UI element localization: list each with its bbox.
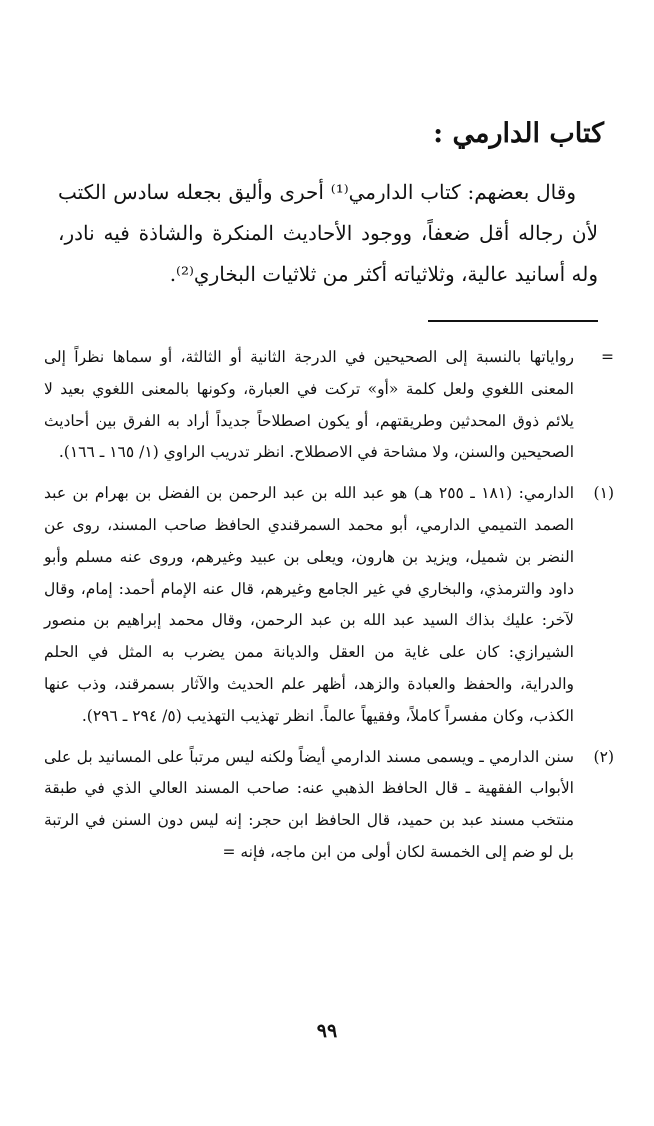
main-paragraph: وقال بعضهم: كتاب الدارمي⁽¹⁾ أحرى وأليق بجعله سادس الكتب لأن رجاله أقل ضعفاً، ووجود الأحاديث المنكرة والشاذة فيه نادر، وله أسانيد عالية، وثلاثياته أكثر من ثلاثيات البخاري⁽²⁾. (58, 180, 598, 286)
section-heading: كتاب الدارمي : (433, 118, 604, 149)
footnote-2 (44, 742, 614, 869)
footnote-divider (428, 320, 598, 322)
page-number: ٩٩ (316, 1020, 338, 1042)
footnote-text: سنن الدارمي ـ ويسمى مسند الدارمي أيضاً ولكنه ليس مرتباً على المسانيد بل على الأبواب الفقهية ـ قال الحافظ الذهبي عنه: صاحب المسند العالي الذي في طبقة منتخب مسند عبد بن حميد، قال الحافظ ابن حجر: إنه ليس دون السنن في الرتبة بل لو ضم إلى الخمسة لكان أولى من ابن ماجه، فإنه = (44, 747, 574, 861)
main-text-block (58, 172, 598, 295)
footnote-number: (٢) (593, 747, 614, 766)
footnote-text: الدارمي: (١٨١ ـ ٢٥٥ هـ) هو عبد الله بن عبد الرحمن بن الفضل بن بهرام بن عبد الصمد التميمي الدارمي، أبو محمد السمرقندي الحافظ صاحب المسند، روى عن النضر بن شميل، ويزيد بن هارون، ويعلى بن عبيد وغيرهم، وروى عنه مسلم وأبو داود والترمذي، والبخاري في غير الجامع وغيرهم، قال عنه الإمام أحمد: إمام، وقال لآخر: عليك بذاك السيد عبد الله بن عبد الرحمن، وقال محمد إبراهيم بن منصور الشيرازي: كان على غاية من العقل والديانة ممن يضرب به المثل في الحلم والدراية، والحفظ والعبادة والزهد، أظهر علم الحديث والآثار بسمرقند، وذب عنها الكذب، وكان مفسراً كاملاً، وفقيهاً عالماً. انظر تهذيب التهذيب (٥/ ٢٩٤ ـ ٢٩٦). (44, 484, 574, 725)
footnote-text: رواياتها بالنسبة إلى الصحيحين في الدرجة الثانية أو الثالثة، أو سماها نظراً إلى المعنى اللغوي ولعل كلمة «أو» تركت في العبارة، وكونها بالمعنى اللغوي بعيد لا يلائم ذوق المحدثين وطريقتهم، أو يكون اصطلاحاً جديداً أراد به الفرق بين أحاديث الصحيحين والسنن، ولا مشاحة في الاصطلاح. انظر تدريب الراوي (١/ ١٦٥ ـ ١٦٦). (44, 348, 574, 462)
footnote-1 (44, 478, 614, 732)
continuation-marker: = (601, 348, 614, 366)
footnote-number: (١) (593, 484, 614, 503)
footnote-continuation (44, 342, 614, 469)
footnotes-section (44, 342, 614, 878)
